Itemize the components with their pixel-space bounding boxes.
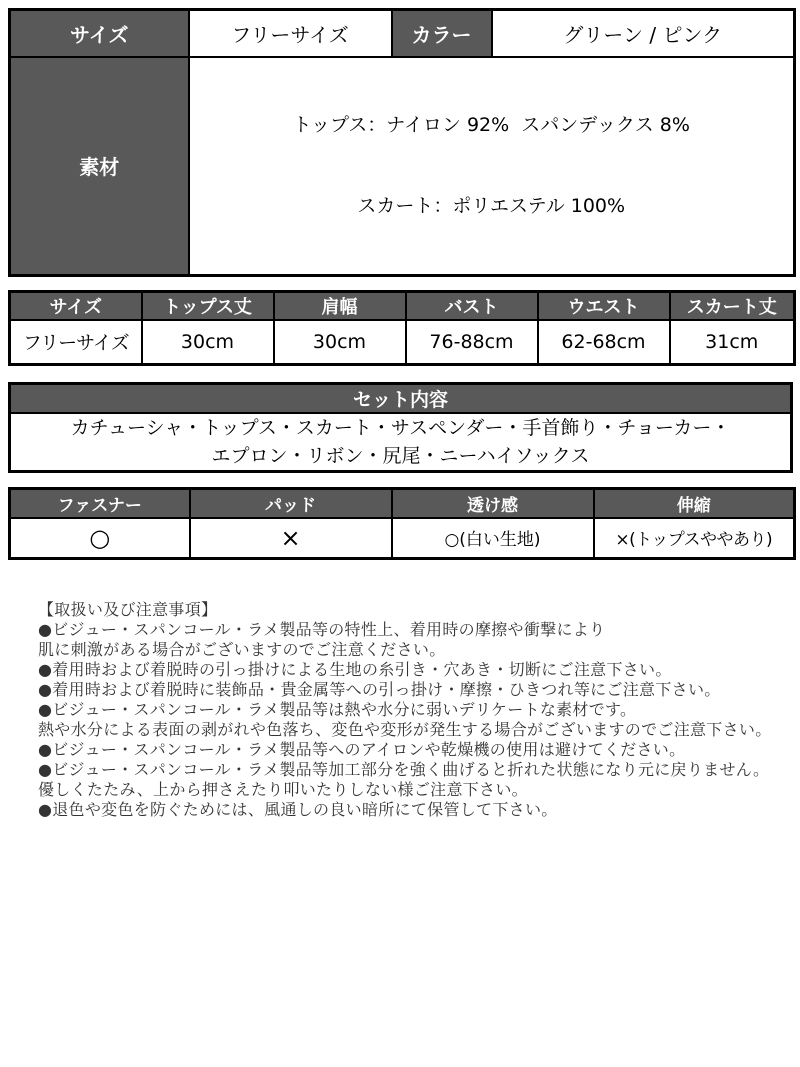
- col-header-sheerness: 透け感: [392, 489, 594, 518]
- col-header-tops-length: トップス丈: [142, 291, 274, 320]
- handling-note-line: ●ビジュー・スパンコール・ラメ製品等へのアイロンや乾燥機の使用は避けてください。: [38, 740, 686, 759]
- table-row: [10, 518, 795, 559]
- handling-note-line: ●着用時および着脱時に装飾品・貴金属等への引っ掛け・摩擦・ひきつれ等にご注意下さい。: [38, 680, 721, 699]
- color-value-cell: グリーン / ピンク: [492, 10, 795, 57]
- col-header-bust: バスト: [406, 291, 538, 320]
- table-row: [10, 413, 792, 472]
- tops-length-cell: 30cm: [142, 320, 274, 364]
- set-contents-line2: エプロン・リボン・尻尾・ニーハイソックス: [211, 444, 590, 467]
- col-header-size: サイズ: [10, 291, 142, 320]
- shoulder-cell: 30cm: [274, 320, 406, 364]
- col-header-skirt-length: スカート丈: [670, 291, 795, 320]
- product-info-table: [8, 8, 796, 277]
- col-header-pad: パッド: [190, 489, 392, 518]
- col-header-waist: ウエスト: [538, 291, 670, 320]
- handling-note-line: ●着用時および着脱時の引っ掛けによる生地の糸引き・穴あき・切断にご注意下さい。: [38, 660, 672, 679]
- set-contents-line1: カチューシャ・トップス・スカート・サスペンダー・手首飾り・チョーカー・: [70, 416, 731, 439]
- table-row: [10, 10, 795, 57]
- fastener-value-cell: ○: [10, 518, 190, 559]
- handling-note-line: ●ビジュー・スパンコール・ラメ製品等は熱や水分に弱いデリケートな素材です。: [38, 700, 637, 719]
- color-header-cell: カラー: [392, 10, 492, 57]
- set-contents-table: [8, 382, 793, 474]
- table-row: [10, 57, 795, 276]
- handling-note-line: ●ビジュー・スパンコール・ラメ製品等加工部分を強く曲げると折れた状態になり元に戻りません。: [38, 760, 770, 779]
- bust-cell: 76-88cm: [406, 320, 538, 364]
- material-line-tops: トップス：ナイロン 92% スパンデックス 8%: [292, 113, 690, 136]
- handling-note-line: ●退色や変色を防ぐためには、風通しの良い暗所にて保管して下さい。: [38, 800, 558, 819]
- handling-note-line: 熱や水分による表面の剥がれや色落ち、変色や変形が発生する場合がございますのでご注意下さい。: [38, 720, 772, 739]
- waist-cell: 62-68cm: [538, 320, 670, 364]
- material-header-cell: 素材: [10, 57, 189, 276]
- handling-note-line: ●ビジュー・スパンコール・ラメ製品等の特性上、着用時の摩擦や衝撃により: [38, 620, 606, 639]
- col-header-shoulder: 肩幅: [274, 291, 406, 320]
- set-contents-cell: [10, 413, 792, 472]
- handling-notes-title: 【取扱い及び注意事項】: [38, 600, 218, 619]
- stretch-value-cell: ×(トップスややあり): [594, 518, 795, 559]
- set-contents-title: セット内容: [10, 383, 792, 413]
- table-header-row: [10, 383, 792, 413]
- col-header-fastener: ファスナー: [10, 489, 190, 518]
- size-cell: フリーサイズ: [10, 320, 142, 364]
- size-header-cell: サイズ: [10, 10, 189, 57]
- sheerness-value-cell: ○(白い生地): [392, 518, 594, 559]
- handling-note-line: 肌に刺激がある場合がございますのでご注意ください。: [38, 640, 446, 659]
- pad-value-cell: ×: [190, 518, 392, 559]
- table-header-row: [10, 489, 795, 518]
- handling-note-line: 優しくたたみ、上から押さえたり叩いたりしない様ご注意下さい。: [38, 780, 528, 799]
- features-table: [8, 487, 796, 560]
- col-header-stretch: 伸縮: [594, 489, 795, 518]
- size-value-cell: フリーサイズ: [189, 10, 392, 57]
- material-value-cell: [189, 57, 795, 276]
- handling-notes: [8, 600, 793, 820]
- table-header-row: [10, 291, 795, 320]
- measurements-table: [8, 290, 796, 366]
- material-line-skirt: スカート：ポリエステル 100%: [357, 194, 626, 217]
- skirt-length-cell: 31cm: [670, 320, 795, 364]
- table-row: [10, 320, 795, 364]
